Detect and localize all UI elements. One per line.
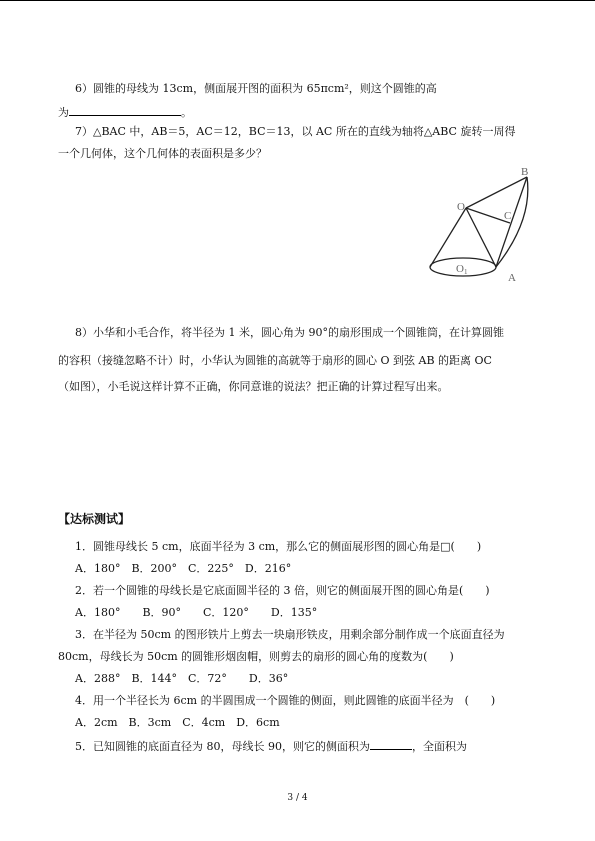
q6-line1: 6）圆锥的母线为 13cm，侧面展开图的面积为 65πcm²，则这个圆锥的高 (75, 82, 437, 95)
test-q3-line1: 3．在半径为 50cm 的图形铁片上剪去一块扇形铁皮，用剩余部分制作成一个底面直径为 (75, 628, 505, 641)
test-q1: 1．圆锥母线长 5 cm，底面半径为 3 cm，那么它的侧面展形图的圆心角是□( ) (75, 540, 482, 553)
q5-lateral-area-blank[interactable] (370, 738, 412, 750)
test-q5-suffix: ，全面积为 (411, 740, 467, 753)
label-b: B (521, 166, 529, 178)
test-q3-line2: 80cm，母线长为 50cm 的圆锥形烟囱帽，则剪去的扇形的圆心角的度数为( ) (58, 650, 454, 663)
label-a: A (508, 272, 516, 284)
label-o: O (457, 201, 465, 213)
test-q1-options: A．180° B．200° C．225° D．216° (75, 562, 292, 575)
top-rule (0, 0, 595, 1)
test-q4: 4．用一个半径长为 6cm 的半圆围成一个圆锥的侧面，则此圆锥的底面半径为 ( ) (75, 694, 496, 707)
test-q2: 2．若一个圆锥的母线长是它底面圆半径的 3 倍，则它的侧面展开图的圆心角是( ) (75, 584, 490, 597)
q6-answer-blank[interactable] (69, 104, 181, 116)
label-o1-main: O (456, 263, 464, 275)
test-q2-options: A．180° B．90° C．120° D．135° (75, 606, 318, 619)
page-number: 3 / 4 (287, 793, 308, 803)
section-title: 【达标测试】 (58, 512, 131, 526)
test-q3-options: A．288° B．144° C．72° D．36° (75, 672, 289, 685)
q8-line1: 8）小华和小毛合作，将半径为 1 米，圆心角为 90°的扇形围成一个圆锥筒，在计算圆锥 (75, 326, 504, 339)
label-c: C (504, 210, 512, 222)
q6-suffix: 。 (181, 106, 192, 119)
label-o1-sub: 1 (463, 268, 468, 276)
cone-figure (420, 160, 540, 285)
q8-line3: （如图），小毛说这样计算不正确，你同意谁的说法？把正确的计算过程写出来。 (58, 380, 449, 393)
q8-line2: 的容积（接缝忽略不计）时，小华认为圆锥的高就等于扇形的圆心 O 到弦 AB 的距离 OC (58, 354, 492, 367)
q6-prefix: 为 (58, 106, 69, 119)
q7-line1: 7）△BAC 中，AB＝5，AC＝12，BC＝13，以 AC 所在的直线为轴将△ABC 旋转一周得 (75, 125, 516, 138)
q6-line2 (58, 104, 192, 120)
label-o1 (456, 263, 468, 276)
test-q5 (75, 738, 467, 754)
test-q4-options: A．2cm B．3cm C．4cm D．6cm (75, 716, 280, 729)
test-q5-prefix: 5．已知圆锥的底面直径为 80，母线长 90，则它的侧面积为 (75, 740, 370, 753)
q7-line2: 一个几何体，这个几何体的表面积是多少？ (58, 147, 267, 160)
